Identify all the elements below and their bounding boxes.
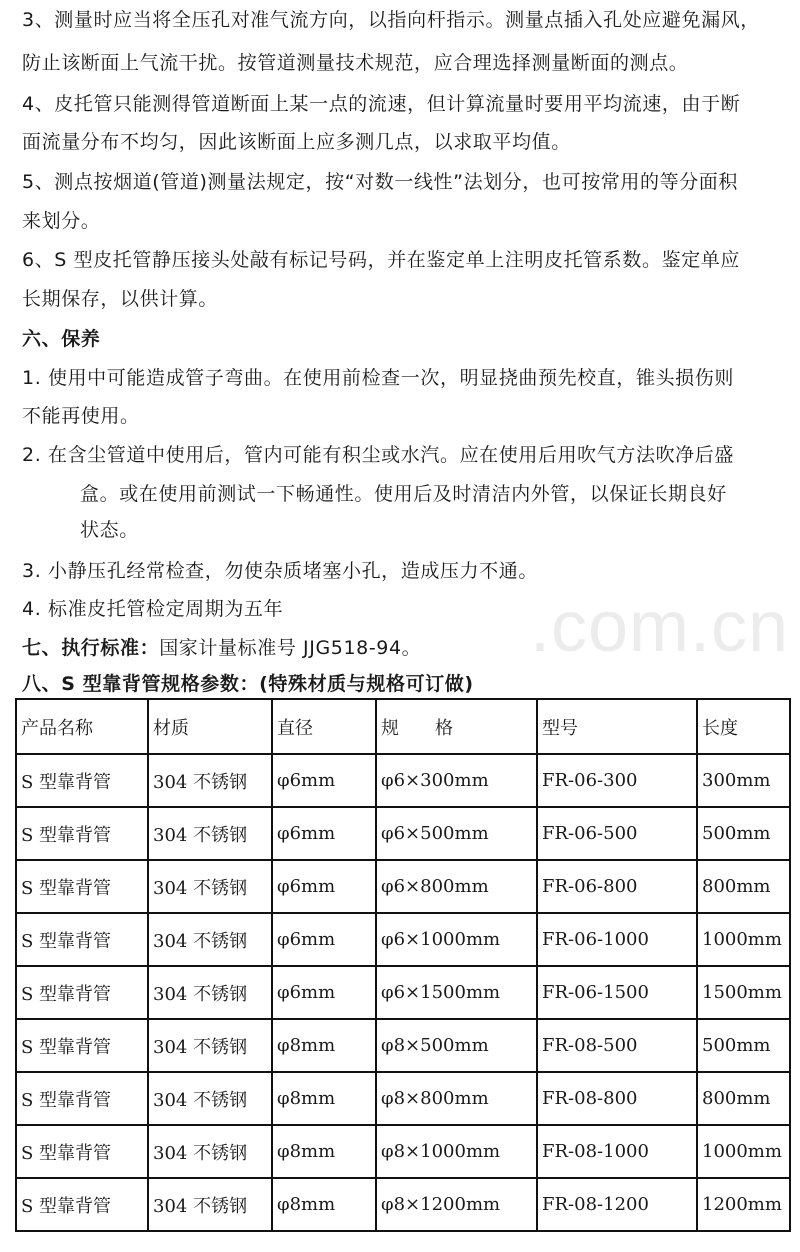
cell-length: 800mm [697, 1072, 790, 1125]
cell-product-name: S 型靠背管 [16, 860, 148, 913]
maintenance-item-2-line-1: 2. 在含尘管道中使用后，管内可能有积尘或水汽。应在使用后用吹气方法吹净后盛 [22, 444, 734, 466]
cell-spec: φ6×1000mm [376, 913, 537, 966]
paragraph-6-line-2: 长期保存，以供计算。 [22, 288, 219, 310]
cell-model: FR-06-800 [537, 860, 697, 913]
cell-material: 304 不锈钢 [148, 1125, 272, 1178]
cell-product-name: S 型靠背管 [16, 1072, 148, 1125]
cell-spec: φ6×500mm [376, 807, 537, 860]
paragraph-6-line-1: 6、S 型皮托管静压接头处敲有标记号码，并在鉴定单上注明皮托管系数。鉴定单应 [22, 249, 740, 271]
header-spec: 规 格 [376, 699, 537, 754]
cell-model: FR-08-1000 [537, 1125, 697, 1178]
cell-material: 304 不锈钢 [148, 1019, 272, 1072]
cell-length: 500mm [697, 807, 790, 860]
cell-material: 304 不锈钢 [148, 860, 272, 913]
header-model: 型号 [537, 699, 697, 754]
cell-model: FR-08-500 [537, 1019, 697, 1072]
table-row [16, 754, 790, 807]
cell-length: 1200mm [697, 1178, 790, 1231]
table-row [16, 807, 790, 860]
cell-spec: φ8×500mm [376, 1019, 537, 1072]
section-7-standard: 国家计量标准号 JJG518-94。 [159, 637, 422, 659]
cell-diameter: φ8mm [272, 1125, 376, 1178]
cell-model: FR-08-800 [537, 1072, 697, 1125]
paragraph-4-line-2: 面流量分布不均匀，因此该断面上应多测几点，以求取平均值。 [22, 131, 571, 153]
cell-product-name: S 型靠背管 [16, 807, 148, 860]
cell-model: FR-06-1000 [537, 913, 697, 966]
cell-product-name: S 型靠背管 [16, 966, 148, 1019]
cell-length: 1000mm [697, 1125, 790, 1178]
cell-spec: φ8×1200mm [376, 1178, 537, 1231]
cell-diameter: φ6mm [272, 860, 376, 913]
paragraph-5-line-1: 5、测点按烟道(管道)测量法规定，按“对数一线性”法划分，也可按常用的等分面积 [22, 171, 739, 193]
cell-model: FR-06-300 [537, 754, 697, 807]
cell-model: FR-06-500 [537, 807, 697, 860]
cell-model: FR-08-1200 [537, 1178, 697, 1231]
paragraph-4-line-1: 4、皮托管只能测得管道断面上某一点的流速，但计算流量时要用平均流速，由于断 [22, 93, 741, 115]
table-row [16, 1125, 790, 1178]
cell-material: 304 不锈钢 [148, 807, 272, 860]
cell-diameter: φ8mm [272, 1178, 376, 1231]
maintenance-item-1-line-2: 不能再使用。 [22, 405, 140, 427]
cell-spec: φ8×800mm [376, 1072, 537, 1125]
cell-diameter: φ8mm [272, 1019, 376, 1072]
header-length: 长度 [697, 699, 790, 754]
table-row [16, 913, 790, 966]
cell-product-name: S 型靠背管 [16, 754, 148, 807]
table-header-row [16, 699, 790, 754]
cell-length: 1500mm [697, 966, 790, 1019]
table-row [16, 966, 790, 1019]
cell-material: 304 不锈钢 [148, 913, 272, 966]
watermark-text: .com.cn [530, 587, 790, 667]
cell-diameter: φ6mm [272, 807, 376, 860]
cell-product-name: S 型靠背管 [16, 1178, 148, 1231]
section-8-title: 八、S 型靠背管规格参数：(特殊材质与规格可订做) [22, 673, 474, 695]
spec-table [15, 698, 791, 1232]
paragraph-3-line-2: 防止该断面上气流干扰。按管道测量技术规范，应合理选择测量断面的测点。 [22, 52, 689, 74]
cell-model: FR-06-1500 [537, 966, 697, 1019]
cell-material: 304 不锈钢 [148, 754, 272, 807]
cell-diameter: φ8mm [272, 1072, 376, 1125]
section-7-title: 七、执行标准： [22, 637, 160, 659]
header-product-name: 产品名称 [16, 699, 148, 754]
maintenance-item-3: 3. 小静压孔经常检查，勿使杂质堵塞小孔，造成压力不通。 [22, 560, 538, 582]
maintenance-item-2-line-3: 状态。 [80, 519, 139, 541]
cell-product-name: S 型靠背管 [16, 913, 148, 966]
cell-diameter: φ6mm [272, 754, 376, 807]
cell-length: 500mm [697, 1019, 790, 1072]
cell-spec: φ6×300mm [376, 754, 537, 807]
table-row [16, 1178, 790, 1231]
cell-diameter: φ6mm [272, 913, 376, 966]
table-row [16, 1072, 790, 1125]
header-diameter: 直径 [272, 699, 376, 754]
maintenance-item-1-line-1: 1. 使用中可能造成管子弯曲。在使用前检查一次，明显挠曲预先校直，锥头损伤则 [22, 367, 734, 389]
paragraph-5-line-2: 来划分。 [22, 210, 101, 232]
cell-spec: φ6×1500mm [376, 966, 537, 1019]
cell-material: 304 不锈钢 [148, 966, 272, 1019]
table-row [16, 1019, 790, 1072]
maintenance-item-2-line-2: 盒。或在使用前测试一下畅通性。使用后及时清洁内外管，以保证长期良好 [80, 483, 727, 505]
cell-product-name: S 型靠背管 [16, 1125, 148, 1178]
header-material: 材质 [148, 699, 272, 754]
maintenance-item-4: 4. 标准皮托管检定周期为五年 [22, 598, 284, 620]
cell-material: 304 不锈钢 [148, 1072, 272, 1125]
cell-spec: φ6×800mm [376, 860, 537, 913]
cell-diameter: φ6mm [272, 966, 376, 1019]
cell-material: 304 不锈钢 [148, 1178, 272, 1231]
section-7-line [22, 636, 421, 660]
cell-length: 800mm [697, 860, 790, 913]
cell-spec: φ8×1000mm [376, 1125, 537, 1178]
paragraph-3-line-1: 3、测量时应当将全压孔对准气流方向，以指向杆指示。测量点插入孔处应避免漏风， [22, 9, 760, 31]
table-row [16, 860, 790, 913]
cell-product-name: S 型靠背管 [16, 1019, 148, 1072]
section-6-title: 六、保养 [22, 328, 101, 350]
cell-length: 1000mm [697, 913, 790, 966]
cell-length: 300mm [697, 754, 790, 807]
